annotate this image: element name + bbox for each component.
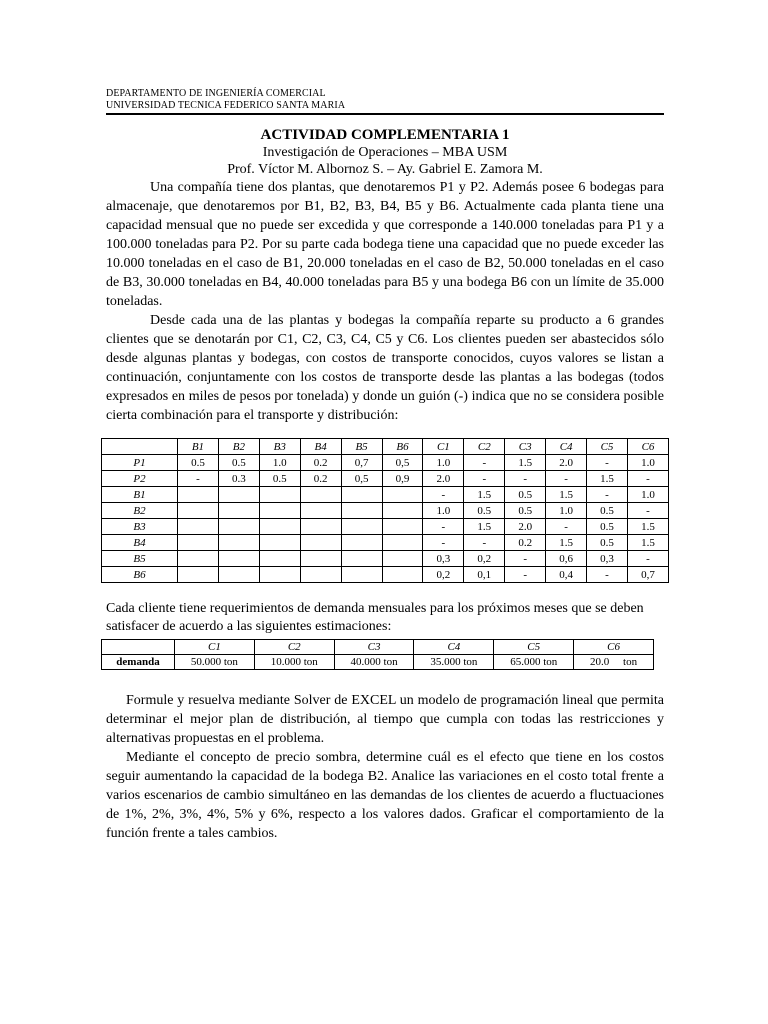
cost-cell: 2.0	[423, 471, 464, 487]
cost-cell: -	[464, 471, 505, 487]
cost-row-label: B6	[102, 567, 178, 583]
demand-header-cell: C1	[175, 640, 255, 655]
cost-header-cell: C2	[464, 439, 505, 455]
cost-table-row	[102, 471, 669, 487]
cost-cell	[382, 567, 423, 583]
demand-value-c5: 65.000 ton	[494, 655, 574, 670]
cost-cell: 0.5	[587, 503, 628, 519]
instructors-subtitle: Prof. Víctor M. Albornoz S. – Ay. Gabriel E. Zamora M.	[227, 162, 543, 177]
cost-header-cell: B5	[341, 439, 382, 455]
cost-row-label: B1	[102, 487, 178, 503]
cost-row-label: P2	[102, 471, 178, 487]
cost-table-row	[102, 567, 669, 583]
cost-table-row	[102, 535, 669, 551]
cost-cell: -	[464, 535, 505, 551]
title-block	[106, 126, 664, 178]
cost-table-row	[102, 519, 669, 535]
cost-cell: 1.0	[627, 487, 668, 503]
cost-cell	[300, 503, 341, 519]
cost-cell	[259, 487, 300, 503]
cost-cell: 0.5	[464, 503, 505, 519]
cost-cell	[382, 535, 423, 551]
demand-header-cell: C4	[414, 640, 494, 655]
cost-cell: 0,3	[423, 551, 464, 567]
demand-value-c4: 35.000 ton	[414, 655, 494, 670]
cost-cell: 1.5	[587, 471, 628, 487]
cost-cell	[341, 503, 382, 519]
cost-cell: 1.0	[423, 455, 464, 471]
cost-cell: 0.5	[505, 503, 546, 519]
cost-cell: 0.5	[587, 519, 628, 535]
cost-cell	[382, 551, 423, 567]
cost-cell: 0.5	[178, 455, 219, 471]
cost-row-label: B4	[102, 535, 178, 551]
cost-header-cell: B2	[218, 439, 259, 455]
cost-cell: 0,7	[341, 455, 382, 471]
cost-cell: 1.0	[546, 503, 587, 519]
cost-cell: -	[464, 455, 505, 471]
cost-cell	[382, 519, 423, 535]
cost-cell: -	[587, 567, 628, 583]
demand-table-header-row	[102, 640, 654, 655]
cost-cell	[178, 503, 219, 519]
cost-header-cell: B4	[300, 439, 341, 455]
cost-table-row	[102, 551, 669, 567]
cost-cell: 1.5	[546, 535, 587, 551]
demand-header-cell	[102, 640, 175, 655]
cost-header-cell: C3	[505, 439, 546, 455]
cost-header-cell: B3	[259, 439, 300, 455]
demand-header-cell: C3	[334, 640, 414, 655]
paragraph-shadow-price-task: Mediante el concepto de precio sombra, determine cuál es el efecto que tiene en los costos seguir aumentando la capacidad de la bodega B2. Analice las variaciones en el costo total frente a varios escenarios de cambio simultáneo en las demandas de los clientes de acuerdo a fluctuaciones de 1%, 2%, 3%, 4%, 5% y 6%, respecto a los valores dados. Graficar el comportamiento de la función frente a tales cambios.	[106, 750, 664, 841]
cost-cell: 0.5	[218, 455, 259, 471]
demand-value-c6: 20.0 ton	[574, 655, 654, 670]
cost-cell: -	[627, 471, 668, 487]
cost-cell: -	[505, 551, 546, 567]
cost-cell: -	[423, 535, 464, 551]
demand-value-c3: 40.000 ton	[334, 655, 414, 670]
cost-cell: -	[587, 487, 628, 503]
cost-cell: -	[423, 519, 464, 535]
transport-cost-table	[101, 438, 669, 583]
cost-cell: 1.0	[259, 455, 300, 471]
demand-row-label: demanda	[102, 655, 175, 670]
cost-cell	[382, 503, 423, 519]
cost-cell: 1.5	[505, 455, 546, 471]
cost-cell: 0,2	[464, 551, 505, 567]
cost-cell: -	[546, 519, 587, 535]
cost-cell	[259, 551, 300, 567]
cost-table-row	[102, 487, 669, 503]
cost-cell	[178, 551, 219, 567]
cost-cell: 0.3	[218, 471, 259, 487]
cost-cell: 0,1	[464, 567, 505, 583]
demand-header-cell: C6	[574, 640, 654, 655]
cost-header-cell: C6	[627, 439, 668, 455]
cost-header-cell: B6	[382, 439, 423, 455]
cost-cell: 0.2	[300, 455, 341, 471]
cost-cell: -	[505, 471, 546, 487]
cost-cell	[300, 567, 341, 583]
cost-cell	[341, 535, 382, 551]
demand-value-c2: 10.000 ton	[254, 655, 334, 670]
cost-cell	[341, 567, 382, 583]
cost-cell	[178, 487, 219, 503]
cost-cell: 1.5	[464, 487, 505, 503]
cost-cell	[259, 519, 300, 535]
department-header	[106, 88, 664, 112]
cost-cell: 1.5	[546, 487, 587, 503]
cost-cell	[218, 535, 259, 551]
paragraph-plants-warehouses: Una compañía tiene dos plantas, que denotaremos P1 y P2. Además posee 6 bodegas para almacenaje, que denotaremos por B1, B2, B3, B4, B5 y B6. Actualmente cada planta tiene una capacidad mensual que no puede ser excedida y que corresponde a 140.000 toneladas para P1 y a 100.000 toneladas para P2. Por su parte cada bodega tiene una capacidad que no puede exceder las 10.000 toneladas en el caso de B1, 20.000 toneladas en el caso de B2, 50.000 toneladas en el caso de B3, 30.000 toneladas en B4, 40.000 toneladas para B5 y una bodega B6 con un límite de 35.000 toneladas.	[106, 180, 664, 309]
cost-cell	[178, 519, 219, 535]
demand-row	[102, 655, 654, 670]
cost-cell	[341, 519, 382, 535]
cost-cell	[300, 487, 341, 503]
cost-cell: 1.5	[464, 519, 505, 535]
demand-header-cell: C2	[254, 640, 334, 655]
paragraph-demand-intro: Cada cliente tiene requerimientos de demanda mensuales para los próximos meses que se deben satisfacer de acuerdo a las siguientes estimaciones:	[106, 601, 644, 634]
cost-row-label: B5	[102, 551, 178, 567]
cost-cell	[218, 551, 259, 567]
cost-table-row	[102, 455, 669, 471]
cost-cell: 0,4	[546, 567, 587, 583]
cost-cell: 0,6	[546, 551, 587, 567]
header-university: UNIVERSIDAD TECNICA FEDERICO SANTA MARIA	[106, 100, 346, 111]
cost-cell	[341, 551, 382, 567]
cost-row-label: B2	[102, 503, 178, 519]
paragraph-clients-costs: Desde cada una de las plantas y bodegas la compañía reparte su producto a 6 grandes clientes que se denotarán por C1, C2, C3, C4, C5 y C6. Los clientes pueden ser abastecidos sólo desde algunas plantas y bodegas, con costos de transporte conocidos, cuyos valores se listan a continuación, conjuntamente con los costos de transporte desde las plantas a las bodegas (todos expresados en miles de pesos por tonelada) y donde un guión (-) indica que no se considera posible cierta combinación para el transporte y distribución:	[106, 313, 664, 423]
cost-table-header-row	[102, 439, 669, 455]
header-divider	[106, 113, 664, 115]
cost-cell: 0.2	[505, 535, 546, 551]
cost-header-cell	[102, 439, 178, 455]
cost-cell	[300, 551, 341, 567]
cost-cell: -	[178, 471, 219, 487]
document-page	[106, 88, 664, 843]
cost-cell	[341, 487, 382, 503]
cost-table-body	[102, 455, 669, 583]
cost-cell: 1.5	[627, 535, 668, 551]
cost-cell: 0,7	[627, 567, 668, 583]
paragraph-solver-task: Formule y resuelva mediante Solver de EXCEL un modelo de programación lineal que permita determinar el mejor plan de distribución, al tiempo que cumpla con todas las restricciones y alternativas propuestas en el problema.	[106, 693, 664, 746]
cost-cell: 1.0	[423, 503, 464, 519]
demand-header-cell: C5	[494, 640, 574, 655]
cost-cell: -	[505, 567, 546, 583]
cost-header-cell: C4	[546, 439, 587, 455]
cost-cell	[218, 567, 259, 583]
cost-cell: 2.0	[546, 455, 587, 471]
cost-header-cell: B1	[178, 439, 219, 455]
cost-row-label: P1	[102, 455, 178, 471]
cost-cell: -	[423, 487, 464, 503]
cost-cell	[218, 487, 259, 503]
cost-table-row	[102, 503, 669, 519]
cost-cell: 0.5	[587, 535, 628, 551]
cost-cell	[300, 535, 341, 551]
cost-cell: 1.5	[627, 519, 668, 535]
cost-cell	[300, 519, 341, 535]
cost-cell: -	[627, 551, 668, 567]
cost-cell: -	[546, 471, 587, 487]
document-title: ACTIVIDAD COMPLEMENTARIA 1	[260, 127, 510, 143]
cost-cell: 0,5	[382, 455, 423, 471]
cost-cell	[259, 503, 300, 519]
demand-table	[101, 639, 654, 670]
cost-cell: 0.5	[505, 487, 546, 503]
cost-header-cell: C5	[587, 439, 628, 455]
cost-cell: 1.0	[627, 455, 668, 471]
cost-cell: 0,3	[587, 551, 628, 567]
cost-cell: 0.2	[300, 471, 341, 487]
cost-cell	[218, 503, 259, 519]
cost-cell	[178, 567, 219, 583]
cost-cell	[382, 487, 423, 503]
cost-cell: 0.5	[259, 471, 300, 487]
cost-cell	[259, 567, 300, 583]
cost-cell: -	[587, 455, 628, 471]
header-department: DEPARTAMENTO DE INGENIERÍA COMERCIAL	[106, 88, 326, 99]
cost-row-label: B3	[102, 519, 178, 535]
cost-cell	[259, 535, 300, 551]
cost-cell	[218, 519, 259, 535]
cost-cell: 0,5	[341, 471, 382, 487]
course-subtitle: Investigación de Operaciones – MBA USM	[262, 145, 508, 160]
cost-cell: 2.0	[505, 519, 546, 535]
cost-cell: 0,2	[423, 567, 464, 583]
demand-value-c1: 50.000 ton	[175, 655, 255, 670]
cost-header-cell: C1	[423, 439, 464, 455]
cost-cell: 0,9	[382, 471, 423, 487]
cost-cell	[178, 535, 219, 551]
cost-cell: -	[627, 503, 668, 519]
